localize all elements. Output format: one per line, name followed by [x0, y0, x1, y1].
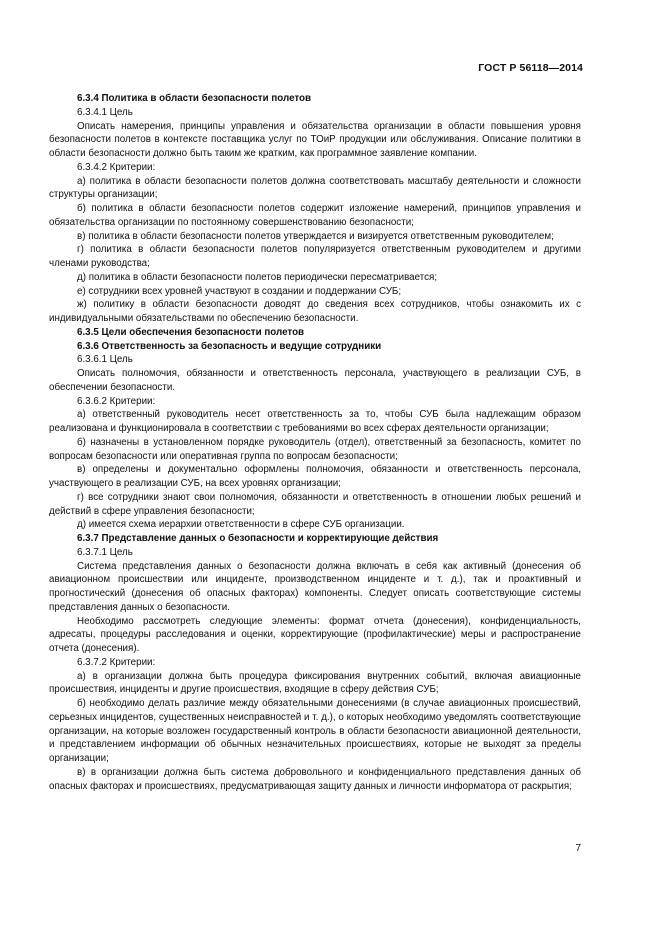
paragraph: 6.3.6.2 Критерии: [77, 395, 156, 407]
section-heading: 6.3.7 Представление данных о безопасности и корректирующие действия [77, 533, 439, 544]
paragraph: 6.3.4.2 Критерии: [77, 161, 156, 173]
paragraph: а) в организации должна быть процедура фиксирования внутренних событий, включая авиационные происшествия, инциденты и другие происшествия, входящие в сферу действия СУБ; [49, 670, 581, 696]
paragraph: Описать полномочия, обязанности и ответственность персонала, участвующего в реализации СУБ, в обеспечении безопасности. [49, 368, 581, 393]
paragraph: 6.3.6.1 Цель [77, 354, 133, 366]
paragraph: ж) политику в области безопасности доводят до сведения всех сотрудников, чтобы ознакомить их с индивидуальными обязательствами по обеспечению безопасности. [49, 299, 581, 324]
paragraph: 6.3.7.2 Критерии: [77, 656, 156, 668]
section-heading: 6.3.4 Политика в области безопасности полетов [77, 93, 312, 104]
page-number: 7 [575, 843, 581, 854]
paragraph: б) назначены в установленном порядке руководитель (отдел), ответственный за безопасность, комитет по вопросам безопасности или оперативная группа по вопросам безопасности; [49, 436, 581, 462]
paragraph: Система представления данных о безопасности должна включать в себя как активный (донесения об авиационном происшествии или инциденте, производственном инциденте и т. д.), так и проактивный и прогностический (донесения об опасных факторах) компоненты. Следует описать соответствующие системы представления данных о безопасности. [49, 560, 581, 613]
paragraph: д) имеется схема иерархии ответственности в сфере СУБ организации. [77, 519, 405, 531]
paragraph: а) ответственный руководитель несет ответственность за то, чтобы СУБ была надлежащим образом реализована и функционировала в соответствии с требованиями во всех сферах деятельности организации; [49, 409, 581, 434]
paragraph: в) политика в области безопасности полетов утверждается и визируется ответственным руководителем; [77, 230, 554, 242]
paragraph: е) сотрудники всех уровней участвуют в создании и поддержании СУБ; [77, 285, 402, 297]
paragraph: Описать намерения, принципы управления и обязательства организации в области повышения уровня безопасности полетов в контексте поставщика услуг по ТОиР продукции или обслуживания. Описание политики в области безопасности должно быть таким же кратким, как программное заявление компании. [49, 120, 581, 159]
paragraph: в) определены и документально оформлены полномочия, обязанности и ответственность персонала, участвующего в реализации СУБ, на всех уровнях организации; [49, 464, 581, 489]
paragraph: г) политика в области безопасности полетов популяризуется ответственным руководителем и другими членами руководства; [49, 244, 581, 269]
paragraph: в) в организации должна быть система добровольного и конфиденциального представления данных об опасных факторах и происшествиях, предусматривающая защиту данных и личности информатора от раскрытия; [49, 766, 581, 792]
paragraph: 6.3.7.1 Цель [77, 546, 133, 558]
standard-header: ГОСТ Р 56118—2014 [478, 62, 583, 74]
paragraph: б) политика в области безопасности полетов содержит изложение намерений, принципов управления и обязательства организации по постоянному совершенствованию безопасности; [49, 203, 581, 228]
document-body [49, 92, 581, 793]
paragraph: б) необходимо делать различие между обязательными донесениями (в случае авиационных происшествий, серьезных инцидентов, существенных неисправностей и т. д.), о которых необходимо уведомлять соответствующие организации, на которые возложен государственный контроль в области безопасности авиационной деятельности, и представлением информации об обычных незначительных происшествиях, которые не выходят за пределы организации; [49, 698, 581, 764]
paragraph: г) все сотрудники знают свои полномочия, обязанности и ответственность в отношении любых решений и действий в сфере управления безопасности; [49, 491, 581, 517]
paragraph: 6.3.4.1 Цель [77, 106, 133, 118]
paragraph: д) политика в области безопасности полетов периодически пересматривается; [77, 271, 438, 283]
paragraph: Необходимо рассмотреть следующие элементы: формат отчета (донесения), конфиденциальность, адресаты, процедуры расследования и оценки, корректирующие (профилактические) меры и распространение отчета (донесения). [49, 615, 581, 654]
paragraph: а) политика в области безопасности полетов должна соответствовать масштабу деятельности и сложности структуры организации; [49, 175, 581, 201]
section-heading: 6.3.6 Ответственность за безопасность и ведущие сотрудники [77, 340, 382, 352]
section-heading: 6.3.5 Цели обеспечения безопасности полетов [77, 326, 305, 338]
